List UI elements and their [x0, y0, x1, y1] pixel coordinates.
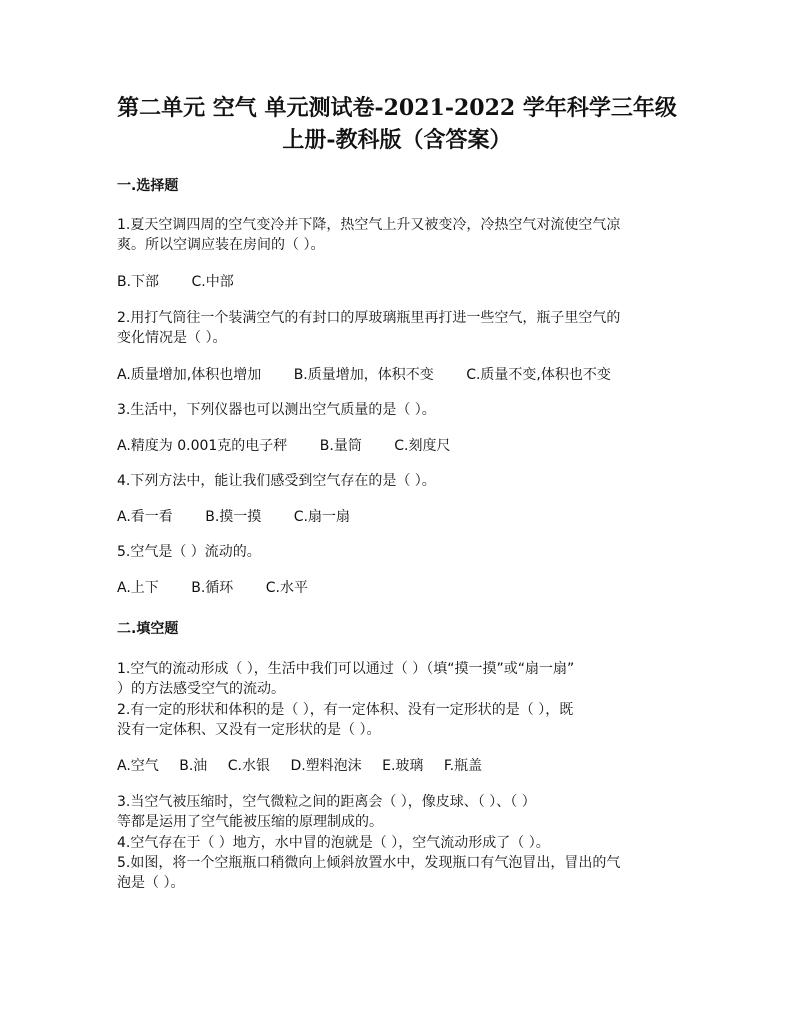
option-a[interactable]: A.精度为 0.001克的电子秤 [117, 438, 288, 454]
question-line: 3.当空气被压缩时，空气微粒之间的距离会（ ），像皮球、（ ）、（ ） [117, 794, 536, 810]
choice-question-4: 4.下列方法中，能让我们感受到空气存在的是（ ）。 [117, 473, 436, 489]
option-c[interactable]: C.刻度尺 [394, 438, 451, 454]
choice-question-3-options [117, 436, 479, 456]
option-b[interactable]: B.循环 [191, 580, 234, 596]
option-d: D.塑料泡沫 [290, 758, 362, 774]
choice-question-1 [117, 215, 677, 255]
question-line: 变化情况是（ ）。 [117, 330, 227, 346]
option-c[interactable]: C.扇一扇 [293, 509, 350, 525]
option-a[interactable]: A.质量增加,体积也增加 [117, 367, 262, 383]
question-line: 爽。所以空调应装在房间的（ ）。 [117, 237, 325, 253]
option-b[interactable]: B.下部 [117, 274, 160, 290]
question-line: 泡是（ ）。 [117, 875, 185, 891]
option-e: E.玻璃 [382, 758, 424, 774]
option-c[interactable]: C.水平 [265, 580, 308, 596]
question-line: 1.空气的流动形成（ ），生活中我们可以通过（ ）（填“摸一摸”或“扇一扇” [117, 661, 575, 677]
option-b[interactable]: B.量筒 [319, 438, 362, 454]
option-c: C.水银 [227, 758, 270, 774]
choice-question-3: 3.生活中，下列仪器也可以测出空气质量的是（ ）。 [117, 402, 436, 418]
choice-question-1-options [117, 272, 262, 292]
question-line: 5.如图，将一个空瓶瓶口稍微向上倾斜放置水中，发现瓶口有气泡冒出，冒出的气 [117, 855, 621, 871]
choice-question-2-options [117, 365, 639, 385]
choice-question-4-options [117, 507, 378, 527]
option-c[interactable]: C.质量不变,体积也不变 [466, 367, 611, 383]
question-line: 2.有一定的形状和体积的是（ ），有一定体积、没有一定形状的是（ ），既 [117, 702, 574, 718]
fill-question-2-options [117, 756, 498, 776]
option-a: A.空气 [117, 758, 159, 774]
question-line: 2.用打气筒往一个装满空气的有封口的厚玻璃瓶里再打进一些空气，瓶子里空气的 [117, 310, 621, 326]
option-a[interactable]: A.看一看 [117, 509, 173, 525]
question-line: 没有一定体积、又没有一定形状的是（ ）。 [117, 722, 381, 738]
option-a[interactable]: A.上下 [117, 580, 159, 596]
question-line: 等都是运用了空气能被压缩的原理制成的。 [117, 814, 383, 830]
choice-question-5-options [117, 578, 336, 598]
question-line: ）的方法感受空气的流动。 [117, 681, 285, 697]
question-line: 1.夏天空调四周的空气变冷并下降，热空气上升又被变冷，冷热空气对流使空气凉 [117, 217, 621, 233]
fill-question-3 [117, 792, 677, 832]
choice-question-2 [117, 308, 677, 348]
page-title-line-2: 上册-教科版（含答案） [282, 127, 512, 153]
fill-question-4: 4.空气存在于（ ）地方，水中冒的泡就是（ ），空气流动形成了（ ）。 [117, 835, 550, 851]
option-c[interactable]: C.中部 [191, 274, 234, 290]
option-b: B.油 [179, 758, 208, 774]
fill-question-5 [117, 853, 677, 893]
choice-question-5: 5.空气是（ ）流动的。 [117, 544, 261, 560]
section-heading-fill: 二.填空题 [117, 621, 179, 637]
option-f: F.瓶盖 [443, 758, 483, 774]
fill-question-1 [117, 659, 677, 699]
fill-question-2 [117, 700, 677, 740]
option-b[interactable]: B.质量增加，体积不变 [293, 367, 434, 383]
option-b[interactable]: B.摸一摸 [205, 509, 262, 525]
page-title-line-1: 第二单元 空气 单元测试卷-2021-2022 学年科学三年级 [117, 95, 677, 121]
section-heading-choice: 一.选择题 [117, 178, 179, 194]
